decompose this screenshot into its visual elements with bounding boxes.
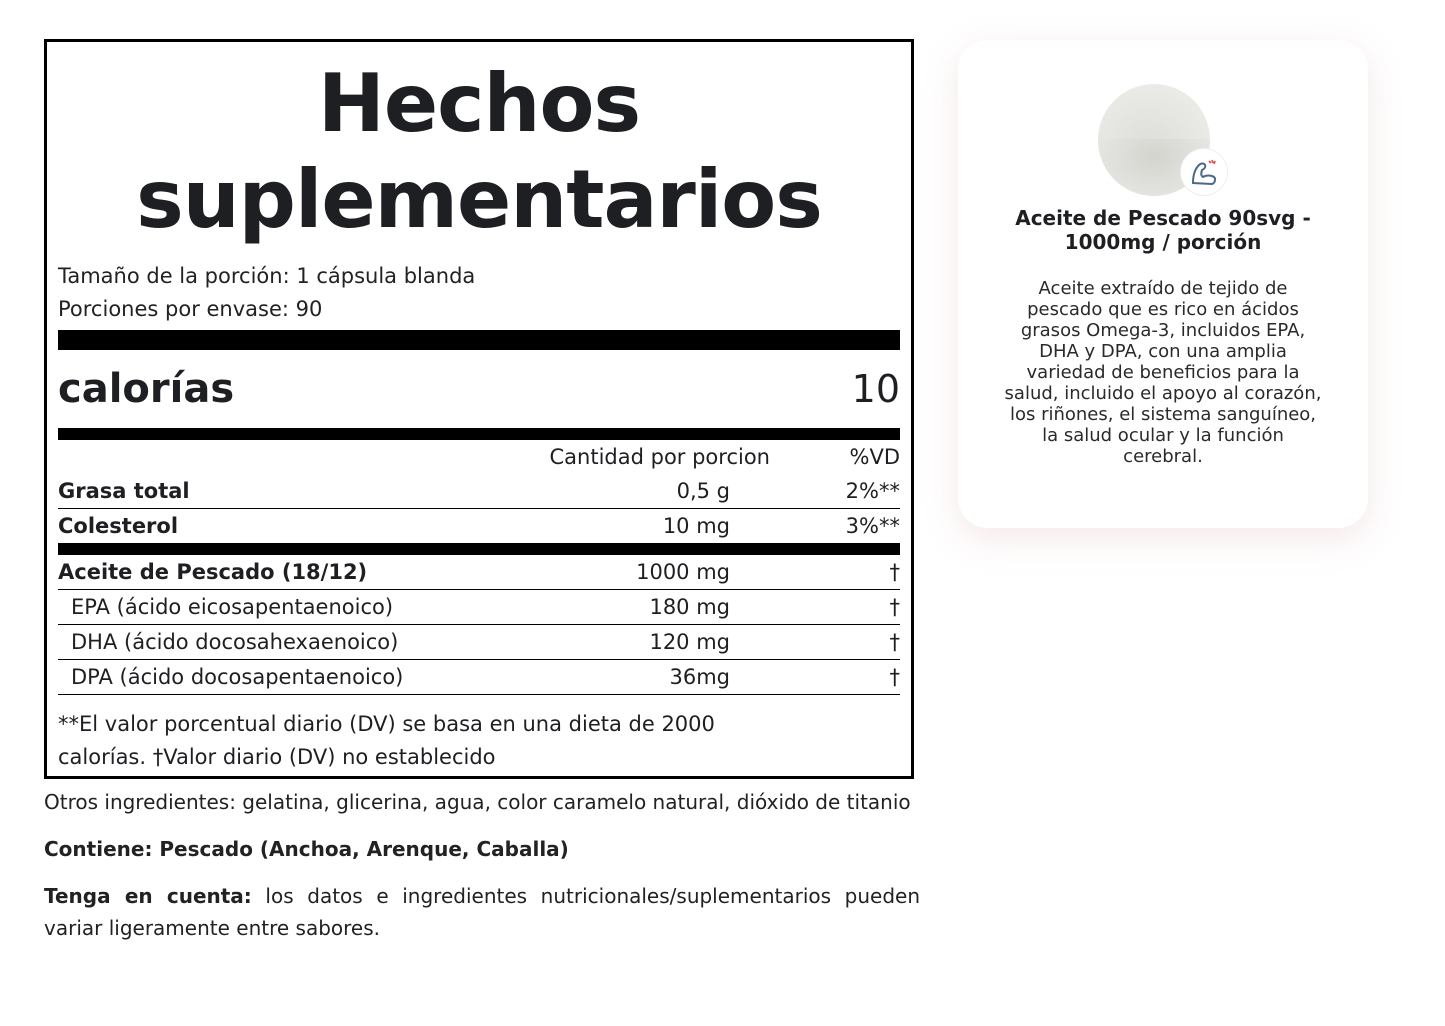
calories-label: calorías <box>58 366 235 412</box>
table-row <box>58 660 900 695</box>
facts-title-line2: suplementarios <box>136 153 822 246</box>
row-name: EPA (ácido eicosapentaenoico) <box>71 595 394 619</box>
row-amount: 1000 mg <box>636 560 730 584</box>
note-text: los datos e ingredientes nutricionales/suplementarios pueden variar ligeramente entre sabores. <box>44 884 921 940</box>
flexed-arm-icon <box>1180 148 1228 196</box>
serving-info <box>58 260 900 326</box>
row-name: Grasa total <box>58 479 190 503</box>
col-amount-header: Cantidad por porcion <box>549 445 770 469</box>
card-description: Aceite extraído de tejido de pescado que es rico en ácidos grasos Omega-3, incluidos EPA, DHA y DPA, con una amplia variedad de beneficios para la salud, incluido el apoyo al corazón, los riñones, el sistema sanguíneo, la salud ocular y la función cerebral. <box>1004 278 1322 467</box>
note-label: Tenga en cuenta: <box>44 884 252 908</box>
allergen-contains: Contiene: Pescado (Anchoa, Arenque, Caballa) <box>44 837 569 861</box>
row-name: DPA (ácido docosapentaenoico) <box>71 665 404 689</box>
divider-medium <box>58 543 900 555</box>
table-row <box>58 590 900 625</box>
ingredients-section <box>44 786 920 959</box>
row-dv: † <box>889 560 900 584</box>
row-name: Colesterol <box>58 514 179 538</box>
footnote <box>58 708 900 774</box>
row-amount: 180 mg <box>649 595 730 619</box>
row-amount: 0,5 g <box>676 479 730 503</box>
facts-title-line1: Hechos <box>317 57 641 150</box>
serving-size: Tamaño de la porción: 1 cápsula blanda <box>58 264 476 288</box>
row-amount: 10 mg <box>662 514 730 538</box>
col-dv-header: %VD <box>849 445 900 469</box>
supplement-facts-panel <box>44 39 914 779</box>
table-row <box>58 625 900 660</box>
divider-thick <box>58 330 900 350</box>
row-dv: † <box>889 630 900 654</box>
row-dv: 2%** <box>845 479 900 503</box>
column-header-row <box>58 440 900 474</box>
row-dv: † <box>889 595 900 619</box>
other-ingredients: Otros ingredientes: gelatina, glicerina, agua, color caramelo natural, dióxido de titanio <box>44 790 911 814</box>
table-row <box>58 555 900 590</box>
table-row <box>58 509 900 543</box>
row-name: Aceite de Pescado (18/12) <box>58 560 368 584</box>
flexed-arm-icon-svg <box>1181 149 1227 195</box>
card-title: Aceite de Pescado 90svg - 1000mg / porción <box>1015 206 1311 254</box>
table-row <box>58 474 900 509</box>
divider-medium <box>58 428 900 440</box>
calories-row <box>58 350 900 428</box>
footnote-line1: **El valor porcentual diario (DV) se basa en una dieta de 2000 <box>58 712 715 736</box>
calories-value: 10 <box>851 367 900 411</box>
servings-per-container: Porciones por envase: 90 <box>58 297 323 321</box>
row-amount: 36mg <box>669 665 730 689</box>
row-amount: 120 mg <box>649 630 730 654</box>
row-name: DHA (ácido docosahexaenoico) <box>71 630 399 654</box>
footnote-line2: calorías. †Valor diario (DV) no establecido <box>58 745 496 769</box>
row-dv: 3%** <box>845 514 900 538</box>
facts-title <box>58 56 900 248</box>
product-card <box>958 40 1368 528</box>
row-dv: † <box>889 665 900 689</box>
note-paragraph <box>44 880 920 944</box>
